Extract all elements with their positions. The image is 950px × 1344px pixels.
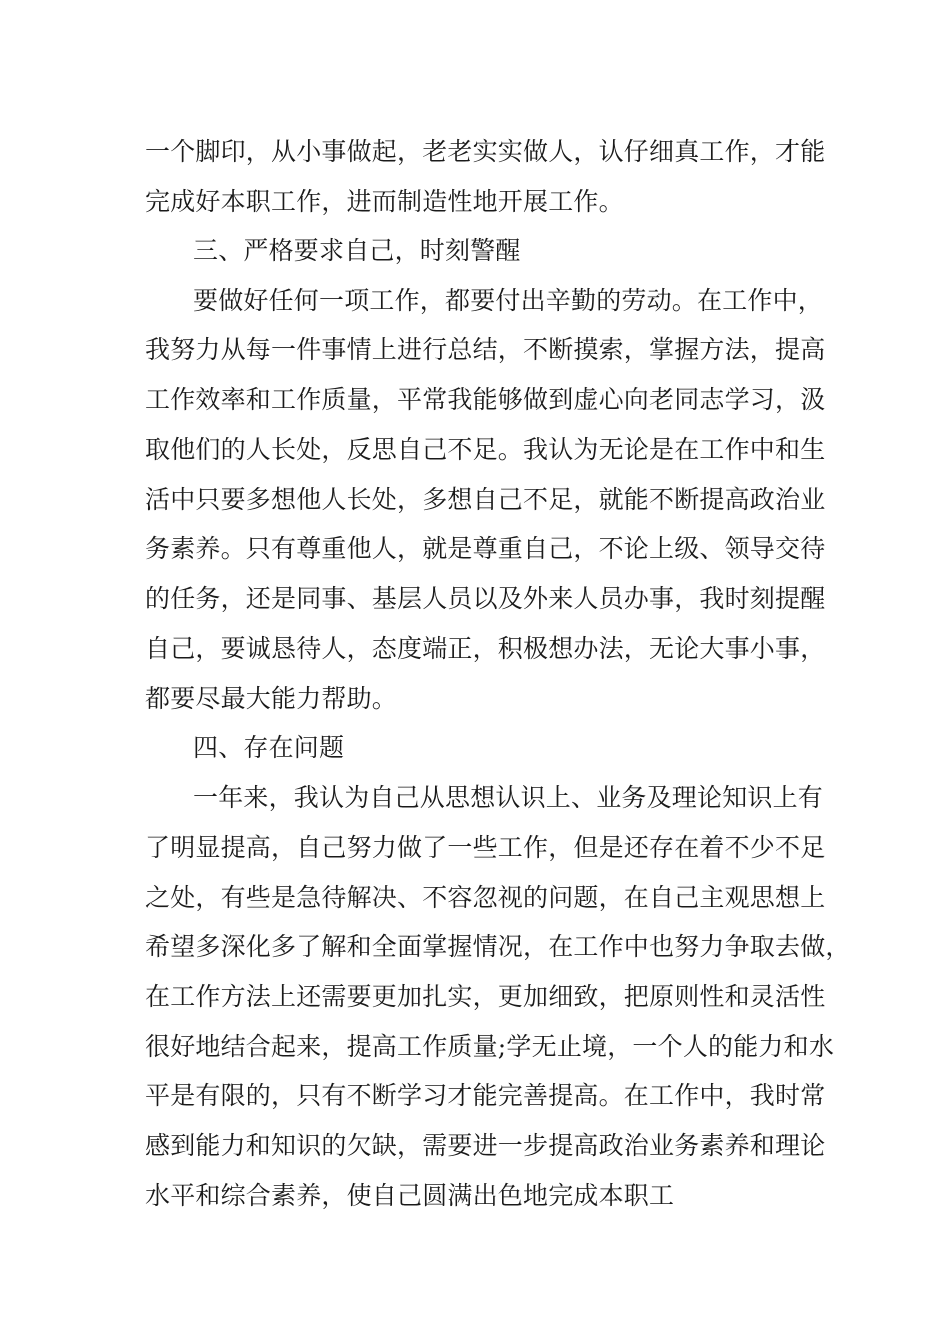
text-line: 完成好本职工作，进而制造性地开展工作。 [145, 187, 624, 216]
text-line: 都要尽最大能力帮助。 [145, 684, 398, 713]
text-line: 工作效率和工作质量，平常我能够做到虚心向老同志学习，汲 [145, 385, 826, 414]
text-line: 自己，要诚恳待人，态度端正，积极想办法，无论大事小事， [145, 634, 826, 663]
text-line: 的任务，还是同事、基层人员以及外来人员办事，我时刻提醒 [145, 584, 826, 613]
text-line: 取他们的人长处，反思自己不足。我认为无论是在工作中和生 [145, 435, 826, 464]
text-line: 希望多深化多了解和全面掌握情况，在工作中也努力争取去做， [145, 932, 851, 961]
text-line: 活中只要多想他人长处，多想自己不足，就能不断提高政治业 [145, 485, 826, 514]
text-line: 务素养。只有尊重他人，就是尊重自己，不论上级、领导交待 [145, 534, 826, 563]
section-heading: 三、严格要求自己，时刻警醒 [193, 236, 521, 265]
text-line: 我努力从每一件事情上进行总结，不断摸索，掌握方法，提高 [145, 335, 826, 364]
section-heading: 四、存在问题 [193, 733, 345, 762]
text-line: 在工作方法上还需要更加扎实，更加细致，把原则性和灵活性 [145, 982, 826, 1011]
text-line: 之处，有些是急待解决、不容忽视的问题，在自己主观思想上 [145, 883, 826, 912]
text-line: 感到能力和知识的欠缺，需要进一步提高政治业务素养和理论 [145, 1131, 826, 1160]
text-line: 了明显提高，自己努力做了一些工作，但是还存在着不少不足 [145, 833, 826, 862]
text-line: 平是有限的，只有不断学习才能完善提高。在工作中，我时常 [145, 1081, 826, 1110]
text-line: 一个脚印，从小事做起，老老实实做人，认仔细真工作，才能 [145, 137, 826, 166]
text-line: 水平和综合素养，使自己圆满出色地完成本职工 [145, 1181, 675, 1210]
text-line: 很好地结合起来，提高工作质量;学无止境，一个人的能力和水 [145, 1032, 835, 1061]
text-line: 要做好任何一项工作，都要付出辛勤的劳动。在工作中， [193, 286, 824, 315]
text-line: 一年来，我认为自己从思想认识上、业务及理论知识上有 [193, 783, 824, 812]
